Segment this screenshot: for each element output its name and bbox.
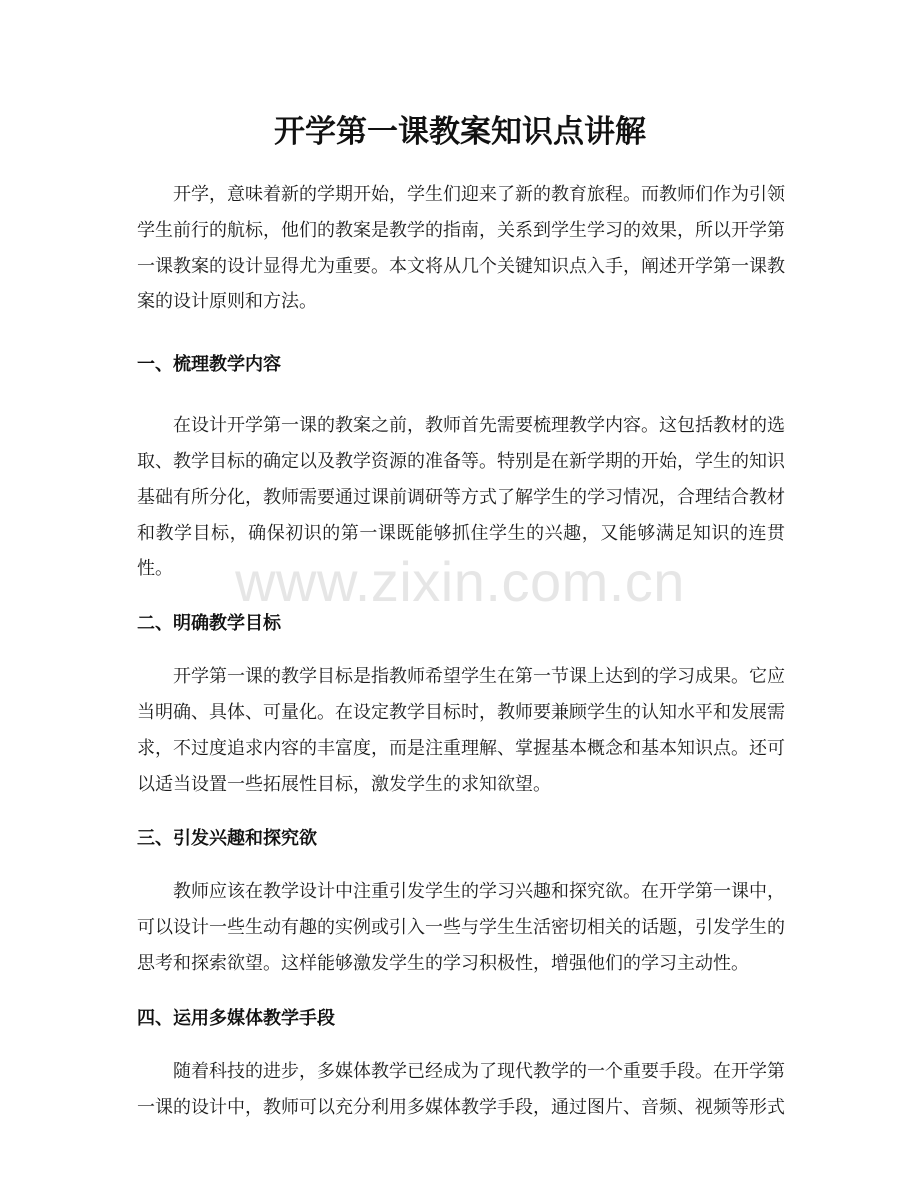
section-heading-4: 四、运用多媒体教学手段 [137, 1007, 335, 1029]
section-paragraph-2: 开学第一课的教学目标是指教师希望学生在第一节课上达到的学习成果。它应当明确、具体、可量化。在设定教学目标时，教师要兼顾学生的认知水平和发展需求，不过度追求内容的丰富度，而是注重理解、掌握基本概念和基本知识点。还可以适当设置一些拓展性目标，激发学生的求知欲望。 [137, 666, 785, 795]
section-paragraph-1: 在设计开学第一课的教案之前，教师首先需要梳理教学内容。这包括教材的选取、教学目标的确定以及教学资源的准备等。特别是在新学期的开始，学生的知识基础有所分化，教师需要通过课前调研等方式了解学生的学习情况，合理结合教材和教学目标，确保初识的第一课既能够抓住学生的兴趣，又能够满足知识的连贯性。 [137, 415, 785, 580]
intro-paragraph: 开学，意味着新的学期开始，学生们迎来了新的教育旅程。而教师们作为引领学生前行的航标，他们的教案是教学的指南，关系到学生学习的效果，所以开学第一课教案的设计显得尤为重要。本文将从几个关键知识点入手，阐述开学第一课教案的设计原则和方法。 [137, 184, 785, 313]
document-title: 开学第一课教案知识点讲解 [274, 114, 646, 150]
watermark: www.zixin.com.cn [235, 550, 685, 613]
section-paragraph-4: 随着科技的进步，多媒体教学已经成为了现代教学的一个重要手段。在开学第一课的设计中，教师可以充分利用多媒体教学手段，通过图片、音频、视频等形式 [137, 1060, 785, 1118]
section-heading-3: 三、引发兴趣和探究欲 [137, 828, 317, 850]
section-paragraph-3: 教师应该在教学设计中注重引发学生的学习兴趣和探究欲。在开学第一课中，可以设计一些生动有趣的实例或引入一些与学生生活密切相关的话题，引发学生的思考和探索欲望。这样能够激发学生的学习积极性，增强他们的学习主动性。 [137, 881, 785, 974]
section-heading-2: 二、明确教学目标 [137, 613, 281, 635]
document-body [137, 177, 785, 1125]
section-heading-1: 一、梳理教学内容 [137, 354, 281, 376]
